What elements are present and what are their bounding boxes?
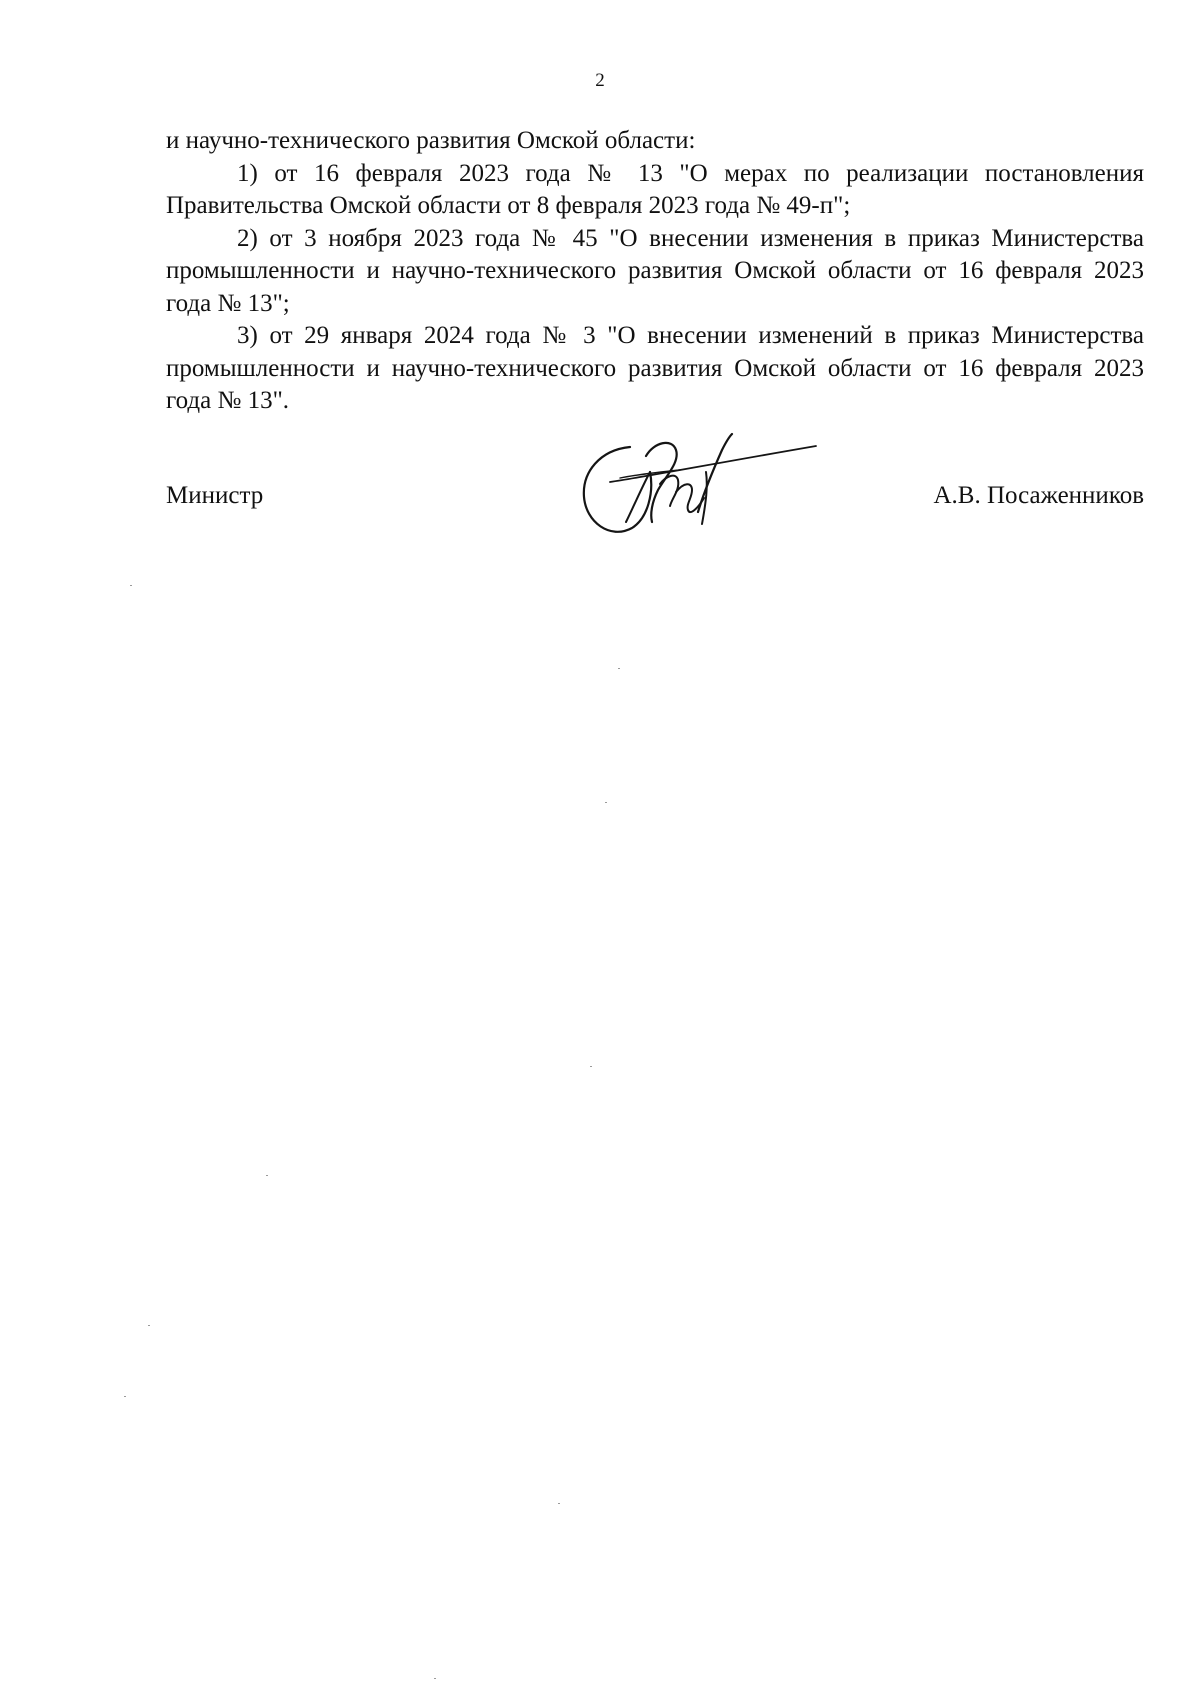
list-item-2: 2) от 3 ноября 2023 года № 45 "О внесении изменения в приказ Министерства промышленности и научно-технического развития Омской области от 16 февраля 2023 года № 13";	[166, 224, 1144, 317]
scan-speck	[124, 1396, 126, 1397]
handwritten-signature	[580, 432, 820, 547]
signatory-name: А.В. Посаженников	[933, 482, 1144, 509]
scan-speck	[434, 1678, 436, 1679]
scan-speck	[148, 1325, 150, 1326]
scan-speck	[558, 1503, 560, 1504]
document-body	[166, 125, 1144, 418]
scan-speck	[618, 668, 620, 669]
paragraph-continuation: и научно-технического развития Омской области:	[166, 127, 696, 154]
scan-speck	[590, 1066, 592, 1067]
scan-speck	[605, 802, 607, 803]
signatory-title: Министр	[166, 482, 264, 509]
list-item-1: 1) от 16 февраля 2023 года № 13 "О мерах по реализации постановления Правительства Омской области от 8 февраля 2023 года № 49-п";	[166, 159, 1144, 219]
list-item-3: 3) от 29 января 2024 года № 3 "О внесении изменений в приказ Министерства промышленности и научно-технического развития Омской области от 16 февраля 2023 года № 13".	[166, 322, 1144, 414]
scan-speck	[130, 585, 132, 586]
page-number: 2	[595, 70, 605, 91]
scan-speck	[266, 1175, 268, 1176]
